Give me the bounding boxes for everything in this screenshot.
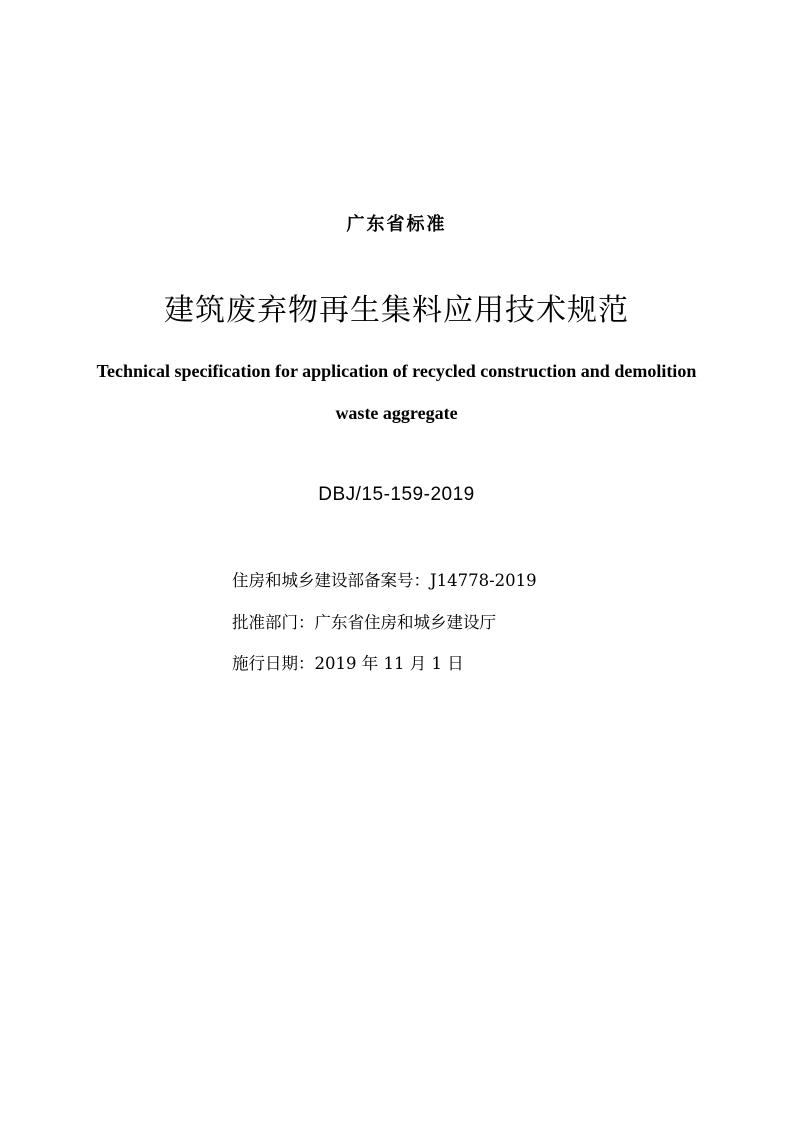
effective-date: 施行日期：2019 年 11 月 1 日 (232, 654, 464, 673)
approval-department: 批准部门：广东省住房和城乡建设厅 (232, 613, 496, 632)
chinese-title: 建筑废弃物再生集料应用技术规范 (164, 293, 629, 328)
filing-number: 住房和城乡建设部备案号：J14778-2019 (232, 571, 537, 590)
english-title-line-2: waste aggregate (335, 403, 458, 423)
issuer-label: 广东省标准 (346, 214, 447, 235)
english-title-line-1: Technical specification for application of recycled construction and demolition (96, 361, 697, 381)
standard-code: DBJ/15-159-2019 (318, 484, 475, 505)
